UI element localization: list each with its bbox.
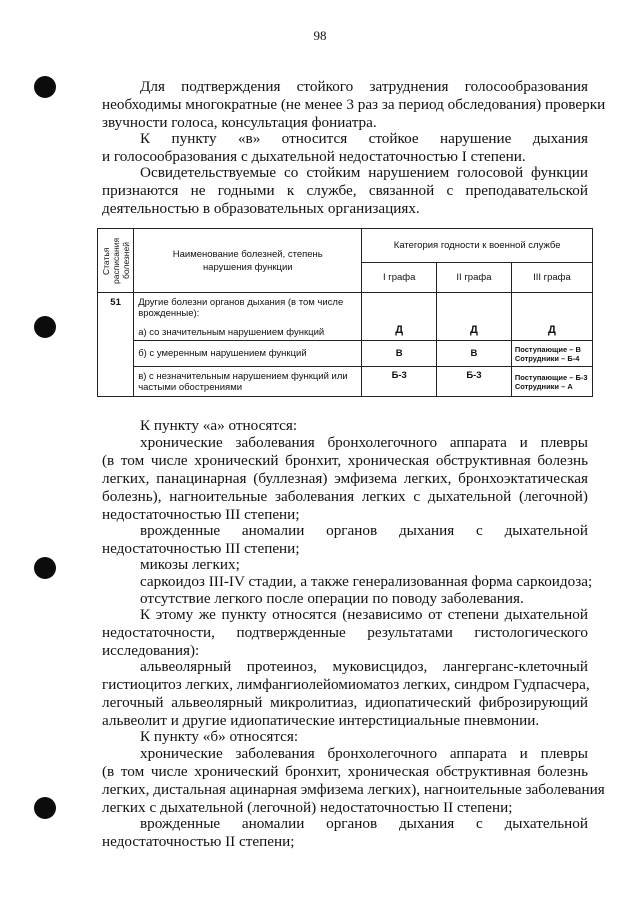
cell-grafa-2: В — [437, 341, 512, 367]
text-line: Для подтверждения стойкого затруднения голосообразования — [140, 78, 588, 95]
punch-hole — [34, 76, 56, 98]
text-line: К пункту «в» относится стойкое нарушение дыхания — [140, 130, 588, 147]
text-line: болезнь), нагноительные заболевания легких с дыхательной (легочной) — [102, 488, 588, 505]
punch-hole — [34, 557, 56, 579]
staff-value: Сотрудники – Б-4 — [514, 353, 580, 363]
text-line: необходимы многократные (не менее 3 раз за период обследования) проверки — [102, 96, 606, 113]
cell-grafa-1: Д — [362, 293, 437, 341]
text-line: гистиоцитоз легких, лимфангиолейомиоматоз легких, синдром Гудпасчера, — [102, 676, 590, 693]
row-name: в) с незначительным нарушением функций или частыми обострениями — [134, 367, 362, 397]
text-line: Освидетельствуемые со стойким нарушением голосовой функции — [140, 164, 588, 181]
article-number: 51 — [98, 293, 134, 397]
punch-hole — [34, 316, 56, 338]
text-line: недостаточностью II степени; — [102, 833, 295, 850]
text-line: отсутствие легкого после операции по поводу заболевания. — [140, 590, 524, 607]
text-line: хронические заболевания бронхолегочного аппарата и плевры — [140, 745, 588, 762]
text-line: недостаточностью III степени; — [102, 506, 300, 523]
staff-value: Сотрудники – А — [514, 381, 573, 391]
row-name: а) со значительным нарушением функций — [138, 327, 325, 338]
text-line: легких, панацинарная (буллезная) эмфизема легких, бронхоэктатическая — [102, 470, 588, 487]
text-line: легочный альвеолярный микролитиаз, идиопатический фиброзирующий — [102, 694, 588, 711]
header-article: Статья расписания болезней — [98, 229, 134, 293]
header-category: Категория годности к военной службе — [362, 229, 593, 263]
text-line: саркоидоз III-IV стадии, а также генерализованная форма саркоидоза; — [140, 573, 593, 590]
punch-hole — [34, 797, 56, 819]
text-line: признаются не годными к службе, связанной с преподавательской — [102, 182, 588, 199]
header-grafa-1: I графа — [362, 263, 437, 293]
row-intro: Другие болезни органов дыхания (в том числе врожденные): — [138, 297, 344, 319]
text-line: альвеолит и другие идиопатические интерстициальные пневмонии. — [102, 712, 540, 729]
cell-grafa-3: Д — [511, 293, 592, 341]
text-line: (в том числе хронический бронхит, хроническая обструктивная болезнь — [102, 452, 588, 469]
text-line: звучности голоса, консультация фониатра. — [102, 114, 377, 131]
text-line: и голосообразования с дыхательной недостаточностью I степени. — [102, 148, 526, 165]
text-line: легких, дистальная ацинарная эмфизема легких), нагноительные заболевания — [102, 781, 605, 798]
header-grafa-3: III графа — [511, 263, 592, 293]
page-number: 98 — [313, 28, 327, 43]
text-line: альвеолярный протеиноз, муковисцидоз, лангерганс-клеточный — [140, 658, 588, 675]
text-line: деятельностью в образовательных организациях. — [102, 200, 420, 217]
cell-grafa-3 — [511, 341, 592, 367]
cell-grafa-2: Б-3 — [437, 367, 512, 397]
text-line: недостаточностью III степени; — [102, 540, 300, 557]
fitness-category-table — [97, 228, 593, 397]
text-line: К этому же пункту относятся (независимо от степени дыхательной — [140, 606, 588, 623]
text-line: легких с дыхательной (легочной) недостаточностью II степени; — [102, 799, 513, 816]
text-line: К пункту «а» относятся: — [140, 417, 298, 434]
text-line: К пункту «б» относятся: — [140, 728, 299, 745]
cell-grafa-1: Б-3 — [362, 367, 437, 397]
table-row — [134, 293, 362, 341]
cell-grafa-2: Д — [437, 293, 512, 341]
header-name: Наименование болезней, степень нарушения функции — [134, 229, 362, 293]
text-line: хронические заболевания бронхолегочного аппарата и плевры — [140, 434, 588, 451]
header-grafa-2: II графа — [437, 263, 512, 293]
row-name: б) с умеренным нарушением функций — [134, 341, 362, 367]
cell-grafa-3 — [511, 367, 592, 397]
cell-grafa-1: В — [362, 341, 437, 367]
entrants-value: Поступающие – Б-3 — [514, 372, 588, 382]
text-line: микозы легких; — [140, 556, 240, 573]
text-line: врожденные аномалии органов дыхания с дыхательной — [140, 522, 588, 539]
entrants-value: Поступающие – В — [514, 344, 581, 354]
text-line: исследования): — [102, 642, 200, 659]
text-line: недостаточности, подтвержденные результатами гистологического — [102, 624, 588, 641]
text-line: (в том числе хронический бронхит, хроническая обструктивная болезнь — [102, 763, 588, 780]
text-line: врожденные аномалии органов дыхания с дыхательной — [140, 815, 588, 832]
